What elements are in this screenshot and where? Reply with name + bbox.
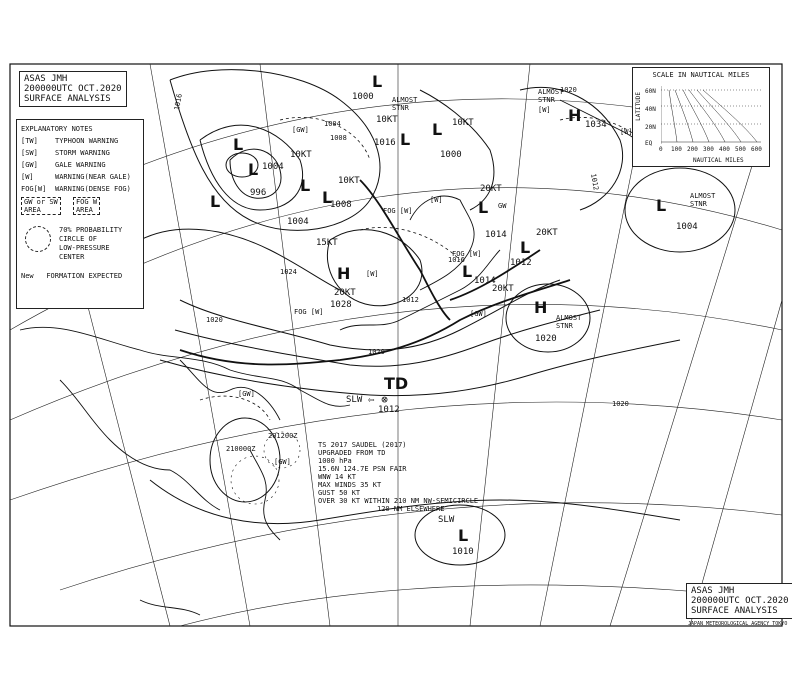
legend-item-w: [W] WARNING(NEAR GALE) — [21, 173, 131, 181]
td-symbol: TD — [384, 374, 409, 393]
isobar-label: 1020 — [612, 400, 629, 408]
lat-tick: 60N — [645, 88, 656, 95]
motion-note: SLW — [438, 515, 455, 525]
forecast-time: 201200Z — [268, 432, 298, 440]
isobar-label: 1020 — [560, 86, 577, 94]
motion-note: ALMOST STNR — [392, 96, 418, 112]
pressure-label: 1000 — [352, 92, 374, 102]
header-box — [19, 71, 127, 107]
nm-tick: 500 — [735, 146, 746, 153]
pressure-label: 1004 — [287, 217, 309, 227]
speed-label: 20KT — [334, 288, 356, 298]
nm-tick: 600 — [751, 146, 762, 153]
scale-title: SCALE IN NAUTICAL MILES — [652, 71, 750, 79]
probability-circle-icon — [25, 226, 51, 252]
low-symbol: L — [322, 188, 333, 207]
pressure-label: 1008 — [330, 200, 352, 210]
low-symbol: L — [248, 160, 259, 179]
lat-tick: 40N — [645, 106, 656, 113]
motion-note: SLW — [346, 395, 363, 405]
header-line-2: 200000UTC OCT.2020 — [24, 84, 122, 94]
speed-label: 20KT — [480, 184, 502, 194]
nm-tick: 200 — [687, 146, 698, 153]
footer-line-2: 200000UTC OCT.2020 — [691, 596, 789, 606]
nm-tick: 300 — [703, 146, 714, 153]
low-symbol: L — [462, 262, 473, 281]
warning-label: [W] — [620, 128, 633, 136]
pressure-label: 1012 — [510, 258, 532, 268]
pressure-label: 1000 — [440, 150, 462, 160]
storm-line: 1000 hPa — [318, 457, 352, 465]
storm-line: MAX WINDS 35 KT — [318, 481, 382, 489]
low-symbol: L — [210, 192, 221, 211]
legend-area-row: GW or SW AREA FOG W AREA — [21, 195, 139, 216]
lat-tick: 20N — [645, 124, 656, 131]
warning-label: [GW] — [238, 390, 255, 398]
pressure-label: 1014 — [485, 230, 507, 240]
low-symbol: L — [458, 526, 469, 545]
speed-label: 10KT — [376, 115, 398, 125]
speed-label: 20KT — [492, 284, 514, 294]
warning-label: [GW] — [292, 126, 309, 134]
scale-graph — [661, 86, 763, 146]
motion-note: ALMOST STNR — [538, 88, 564, 104]
legend-item-fog: FOG[W] WARNING(DENSE FOG) — [21, 185, 131, 193]
header-line-1: ASAS JMH — [24, 74, 68, 84]
pressure-label: 1034 — [585, 120, 607, 130]
storm-label: TS 2017 SAUDEL (2017) — [318, 441, 407, 449]
low-symbol: L — [400, 130, 411, 149]
header-line-3: SURFACE ANALYSIS — [24, 94, 111, 104]
warning-label: [GW] — [274, 458, 291, 466]
nm-tick: 100 — [671, 146, 682, 153]
speed-label: 15KT — [316, 238, 338, 248]
isobar-label: 1004 — [324, 120, 341, 128]
warning-label: FOG [W] — [294, 308, 324, 316]
low-symbol: L — [478, 198, 489, 217]
storm-line: GUST 50 KT — [318, 489, 361, 497]
legend-item-gw: [GW] GALE WARNING — [21, 161, 106, 169]
speed-label: 10KT — [452, 118, 474, 128]
isobar-label: 1016 — [448, 256, 465, 264]
storm-line: 120 NM ELSEWHERE — [318, 505, 445, 513]
legend-probability: 70% PROBABILITY CIRCLE OF LOW-PRESSURE CENTER — [21, 226, 139, 262]
legend-title: EXPLANATORY NOTES — [21, 125, 93, 133]
low-symbol: L — [432, 120, 443, 139]
warning-label: [W] — [538, 106, 551, 114]
legend-item-tw: [TW] TYPHOON WARNING — [21, 137, 119, 145]
arrow-left-icon: ⇦ ⊗ — [368, 393, 388, 406]
warning-label: [GW] — [470, 310, 487, 318]
warning-label: FOG [W] — [383, 207, 413, 215]
pressure-label: 996 — [250, 188, 267, 198]
isobar-label: 1008 — [330, 134, 347, 142]
isobar-label: 1024 — [280, 268, 297, 276]
pressure-label: 1004 — [676, 222, 698, 232]
isobar-label: 1020 — [368, 348, 385, 356]
storm-line: 15.6N 124.7E PSN FAIR — [318, 465, 407, 473]
storm-line: OVER 30 KT WITHIN 210 NM NW-SEMICIRCLE — [318, 497, 479, 505]
scale-xlabel: NAUTICAL MILES — [693, 157, 744, 164]
forecast-time: 210000Z — [226, 445, 256, 453]
pressure-label: 1014 — [474, 276, 496, 286]
scale-ylabel: LATITUDE — [635, 92, 642, 121]
nm-tick: 400 — [719, 146, 730, 153]
high-symbol: H — [568, 106, 582, 125]
isobar-label: 1012 — [589, 173, 600, 191]
motion-note: ALMOST STNR — [690, 192, 716, 208]
footer-line-3: SURFACE ANALYSIS — [691, 606, 778, 616]
high-symbol: H — [534, 298, 548, 317]
pressure-label: 1020 — [535, 334, 557, 344]
warning-label: [W] — [430, 196, 443, 204]
speed-label: 10KT — [338, 176, 360, 186]
explanatory-notes — [16, 119, 144, 309]
high-symbol: H — [337, 264, 351, 283]
isobar-label: 1016 — [173, 93, 184, 111]
motion-note: ALMOST STNR — [556, 314, 582, 330]
footer-line-1: ASAS JMH — [691, 586, 735, 596]
warning-label: [W] — [366, 270, 379, 278]
isobar-label: 1012 — [402, 296, 419, 304]
low-symbol: L — [233, 135, 244, 154]
pressure-label: 1016 — [374, 138, 396, 148]
legend-new: New FORMATION EXPECTED — [21, 272, 123, 280]
lat-tick: EQ — [645, 140, 653, 147]
storm-info — [318, 441, 478, 513]
pressure-label: 1010 — [452, 547, 474, 557]
speed-label: 10KT — [290, 150, 312, 160]
warning-label: FOG [W] — [452, 250, 482, 258]
storm-line: WNW 14 KT — [318, 473, 356, 481]
warning-label: GW — [498, 202, 507, 210]
footer-box — [686, 583, 792, 619]
pressure-label: 1028 — [330, 300, 352, 310]
low-symbol: L — [520, 238, 531, 257]
agency-label: JAPAN METEOROLOGICAL AGENCY TOKYO — [688, 621, 788, 627]
legend-item-sw: [SW] STORM WARNING — [21, 149, 110, 157]
storm-line: UPGRADED FROM TD — [318, 449, 386, 457]
low-symbol: L — [372, 72, 383, 91]
pressure-label: 1004 — [262, 162, 284, 172]
probability-circles — [231, 432, 300, 504]
isobar-label: 1020 — [206, 316, 223, 324]
nm-tick: 0 — [659, 146, 663, 153]
low-symbol: L — [656, 196, 667, 215]
low-symbol: L — [300, 176, 311, 195]
speed-label: 20KT — [536, 228, 558, 238]
nautical-scale — [632, 67, 770, 167]
pressure-label: 1012 — [378, 405, 400, 415]
